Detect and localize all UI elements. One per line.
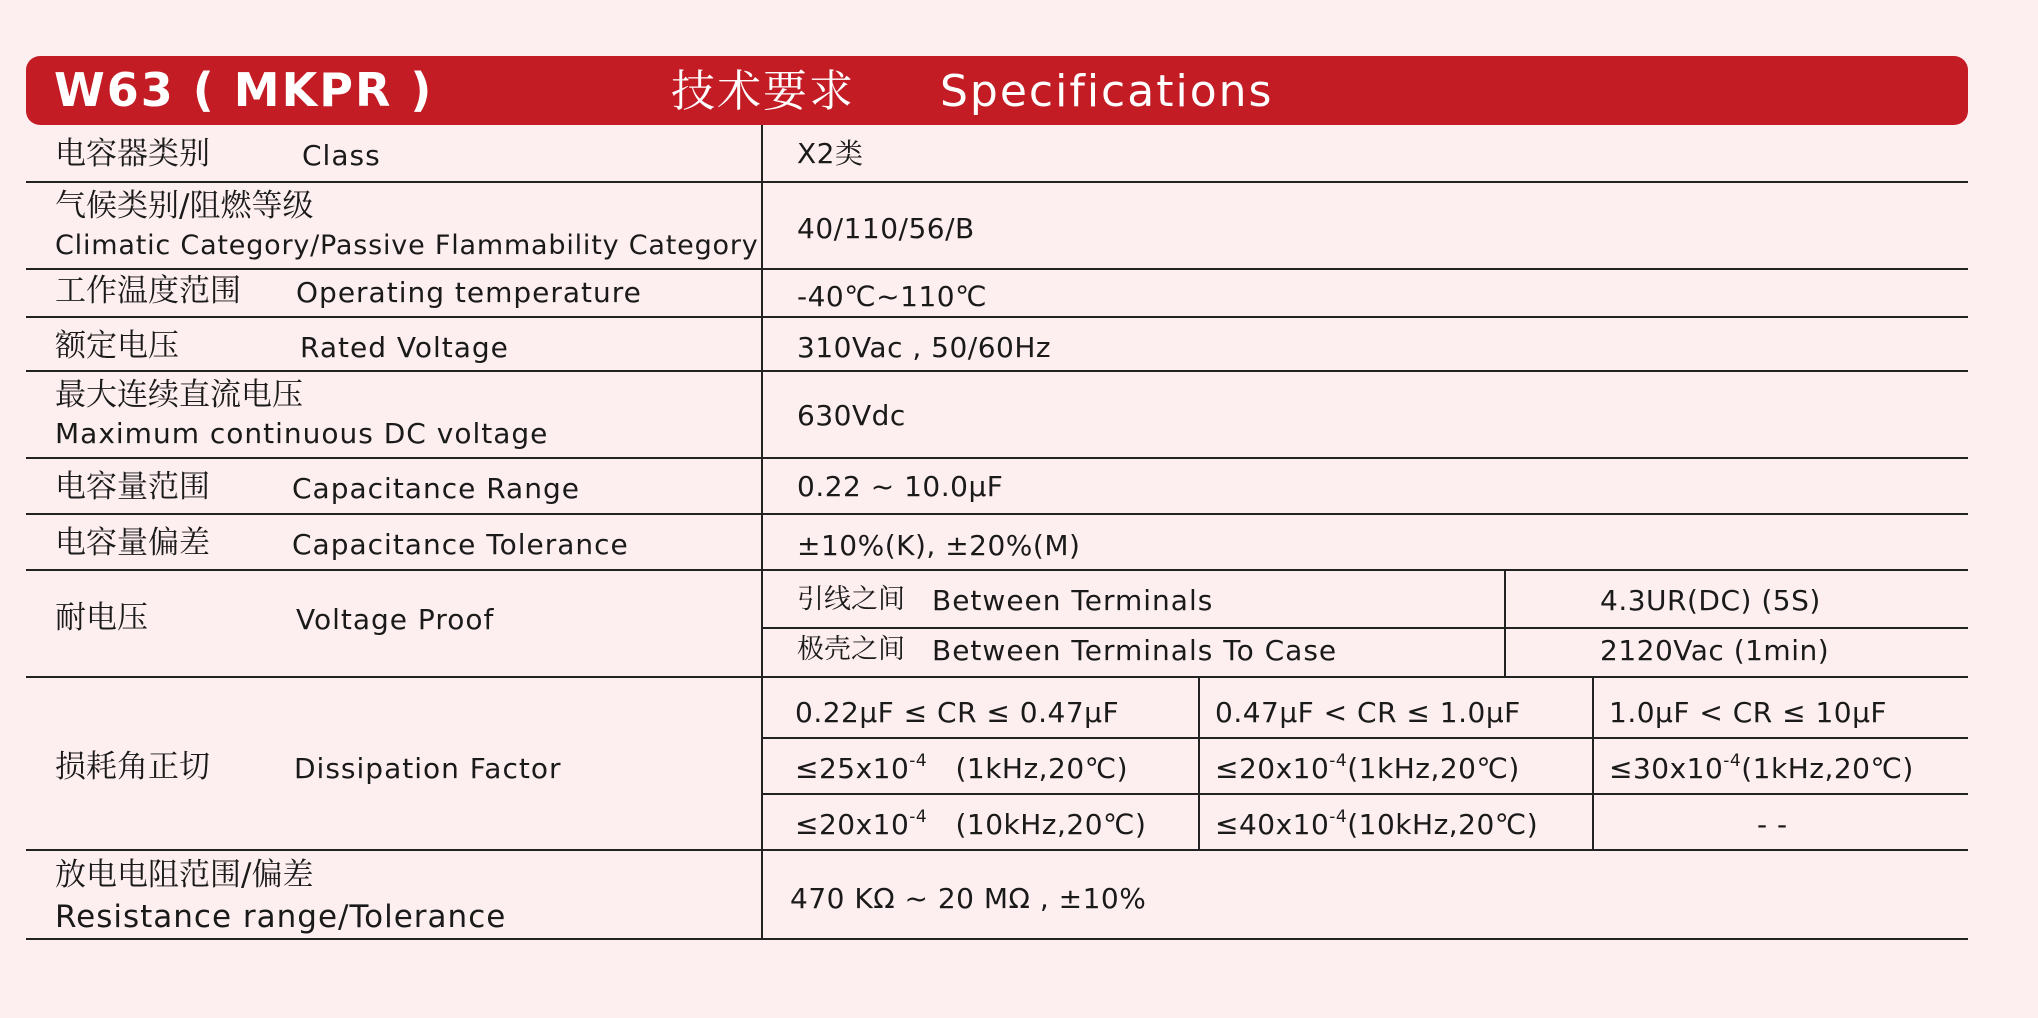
climatic-label-en: Climatic Category/Passive Flammability Category [55, 230, 759, 261]
voltage-proof-label-en: Voltage Proof [296, 603, 495, 636]
model-title: W63 ( MKPR ) [54, 63, 434, 117]
cr-range-2: 0.47μF < CR ≤ 1.0μF [1215, 696, 1521, 729]
climatic-label-zh: 气候类别/阻燃等级 [55, 188, 314, 224]
rated-voltage-label-zh: 额定电压 [55, 328, 179, 364]
spec-header-bar [26, 56, 1968, 125]
title-chinese: 技术要求 [671, 66, 855, 117]
df-1khz-range-1: $\le 25x10^{-4}$ (1kHz,20℃) [795, 751, 1129, 785]
class-label-zh: 电容器类别 [55, 136, 210, 172]
cap-range-value: 0.22 ~ 10.0μF [797, 470, 1004, 503]
cap-range-label-zh: 电容量范围 [55, 469, 210, 505]
resistance-label-zh: 放电电阻范围/偏差 [55, 857, 314, 893]
rated-voltage-value: 310Vac , 50/60Hz [797, 331, 1052, 364]
df-1khz-range-3: $\le 30x10^{-4}(1kHz,20℃)$ [1609, 751, 1914, 785]
temperature-label-en: Operating temperature [296, 276, 642, 309]
voltage-proof-label-zh: 耐电压 [55, 600, 148, 636]
df-10khz-range-2: $\le 40x10^{-4}(10kHz,20℃)$ [1215, 807, 1539, 841]
cr-range-3: 1.0μF < CR ≤ 10μF [1609, 696, 1888, 729]
climatic-value: 40/110/56/B [797, 212, 975, 245]
cap-tolerance-label-zh: 电容量偏差 [55, 525, 210, 561]
between-terminals-zh: 引线之间 [797, 584, 905, 615]
max-dc-label-zh: 最大连续直流电压 [55, 377, 303, 413]
resistance-label-en: Resistance range/Tolerance [55, 899, 507, 935]
between-terminals-value: 4.3UR(DC) (5S) [1600, 584, 1821, 617]
dissipation-label-zh: 损耗角正切 [55, 749, 210, 785]
between-terminals-en: Between Terminals [932, 584, 1214, 617]
max-dc-value: 630Vdc [797, 399, 906, 432]
cap-tolerance-value: ±10%(K), ±20%(M) [797, 529, 1081, 562]
cap-range-label-en: Capacitance Range [292, 472, 580, 505]
dissipation-label-en: Dissipation Factor [294, 752, 562, 785]
terminals-to-case-value: 2120Vac (1min) [1600, 634, 1830, 667]
temperature-value: -40℃~110℃ [797, 280, 988, 313]
cr-range-1: 0.22μF ≤ CR ≤ 0.47μF [795, 696, 1120, 729]
terminals-to-case-zh: 极壳之间 [797, 634, 905, 665]
resistance-value: 470 KΩ ~ 20 MΩ , ±10% [790, 882, 1147, 915]
class-value: X2类 [797, 137, 864, 170]
df-10khz-range-1: $\le 20x10^{-4}$ (10kHz,20℃) [795, 807, 1147, 841]
title-english: Specifications [940, 66, 1274, 117]
df-1khz-range-2: $\le 20x10^{-4}(1kHz,20℃)$ [1215, 751, 1520, 785]
class-label-en: Class [302, 139, 381, 172]
temperature-label-zh: 工作温度范围 [55, 273, 241, 309]
terminals-to-case-en: Between Terminals To Case [932, 634, 1338, 667]
cap-tolerance-label-en: Capacitance Tolerance [292, 528, 629, 561]
rated-voltage-label-en: Rated Voltage [300, 331, 509, 364]
max-dc-label-en: Maximum continuous DC voltage [55, 417, 549, 450]
df-10khz-range-3: - - [1757, 808, 1788, 841]
